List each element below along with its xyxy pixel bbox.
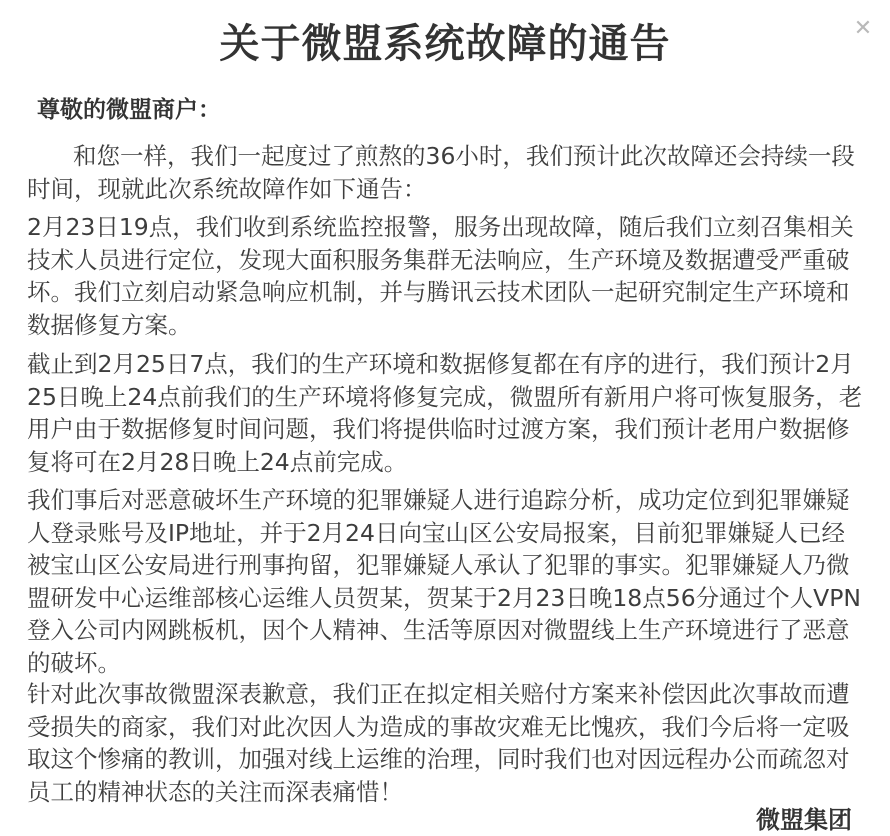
page-title: 关于微盟系统故障的通告	[219, 21, 671, 67]
paragraph-investigation: 我们事后对恶意破坏生产环境的犯罪嫌疑人进行追踪分析，成功定位到犯罪嫌疑人登录账号及IP地址，并于2月24日向宝山区公安局报案，目前犯罪嫌疑人已经被宝山区公安局进行刑事拘留，犯罪嫌疑人承认了犯罪的事实。犯罪嫌疑人乃微盟研发中心运维部核心运维人员贺某，贺某于2月23日晚18点56分通过个人VPN登入公司内网跳板机，因个人精神、生活等原因对微盟线上生产环境进行了恶意的破坏。	[27, 486, 861, 677]
paragraph-apology: 针对此次事故微盟深表歉意，我们正在拟定相关赔付方案来补偿因此次事故而遭受损失的商家，我们对此次因人为造成的事故灾难无比愧疚，我们今后将一定吸取这个惨痛的教训，加强对线上运维的治理，同时我们也对因远程办公而疏忽对员工的精神状态的关注而深表痛惜！	[27, 680, 850, 806]
paragraph-intro: 和您一样，我们一起度过了煎熬的36小时，我们预计此次故障还会持续一段时间，现就此次系统故障作如下通告：	[27, 142, 855, 203]
greeting: 尊敬的微盟商户：	[37, 97, 221, 123]
paragraph-incident: 2月23日19点，我们收到系统监控报警，服务出现故障，随后我们立刻召集相关技术人员进行定位，发现大面积服务集群无法响应，生产环境及数据遭受严重破坏。我们立刻启动紧急响应机制，并与腾讯云技术团队一起研究制定生产环境和数据修复方案。	[27, 213, 854, 339]
close-icon[interactable]: ✕	[853, 16, 873, 41]
signature: 微盟集团	[756, 806, 852, 834]
paragraph-recovery: 截止到2月25日7点，我们的生产环境和数据修复都在有序的进行，我们预计2月25日晚上24点前我们的生产环境将修复完成，微盟所有新用户将可恢复服务，老用户由于数据修复时间问题，我们将提供临时过渡方案，我们预计老用户数据修复将可在2月28日晚上24点前完成。	[27, 350, 863, 476]
